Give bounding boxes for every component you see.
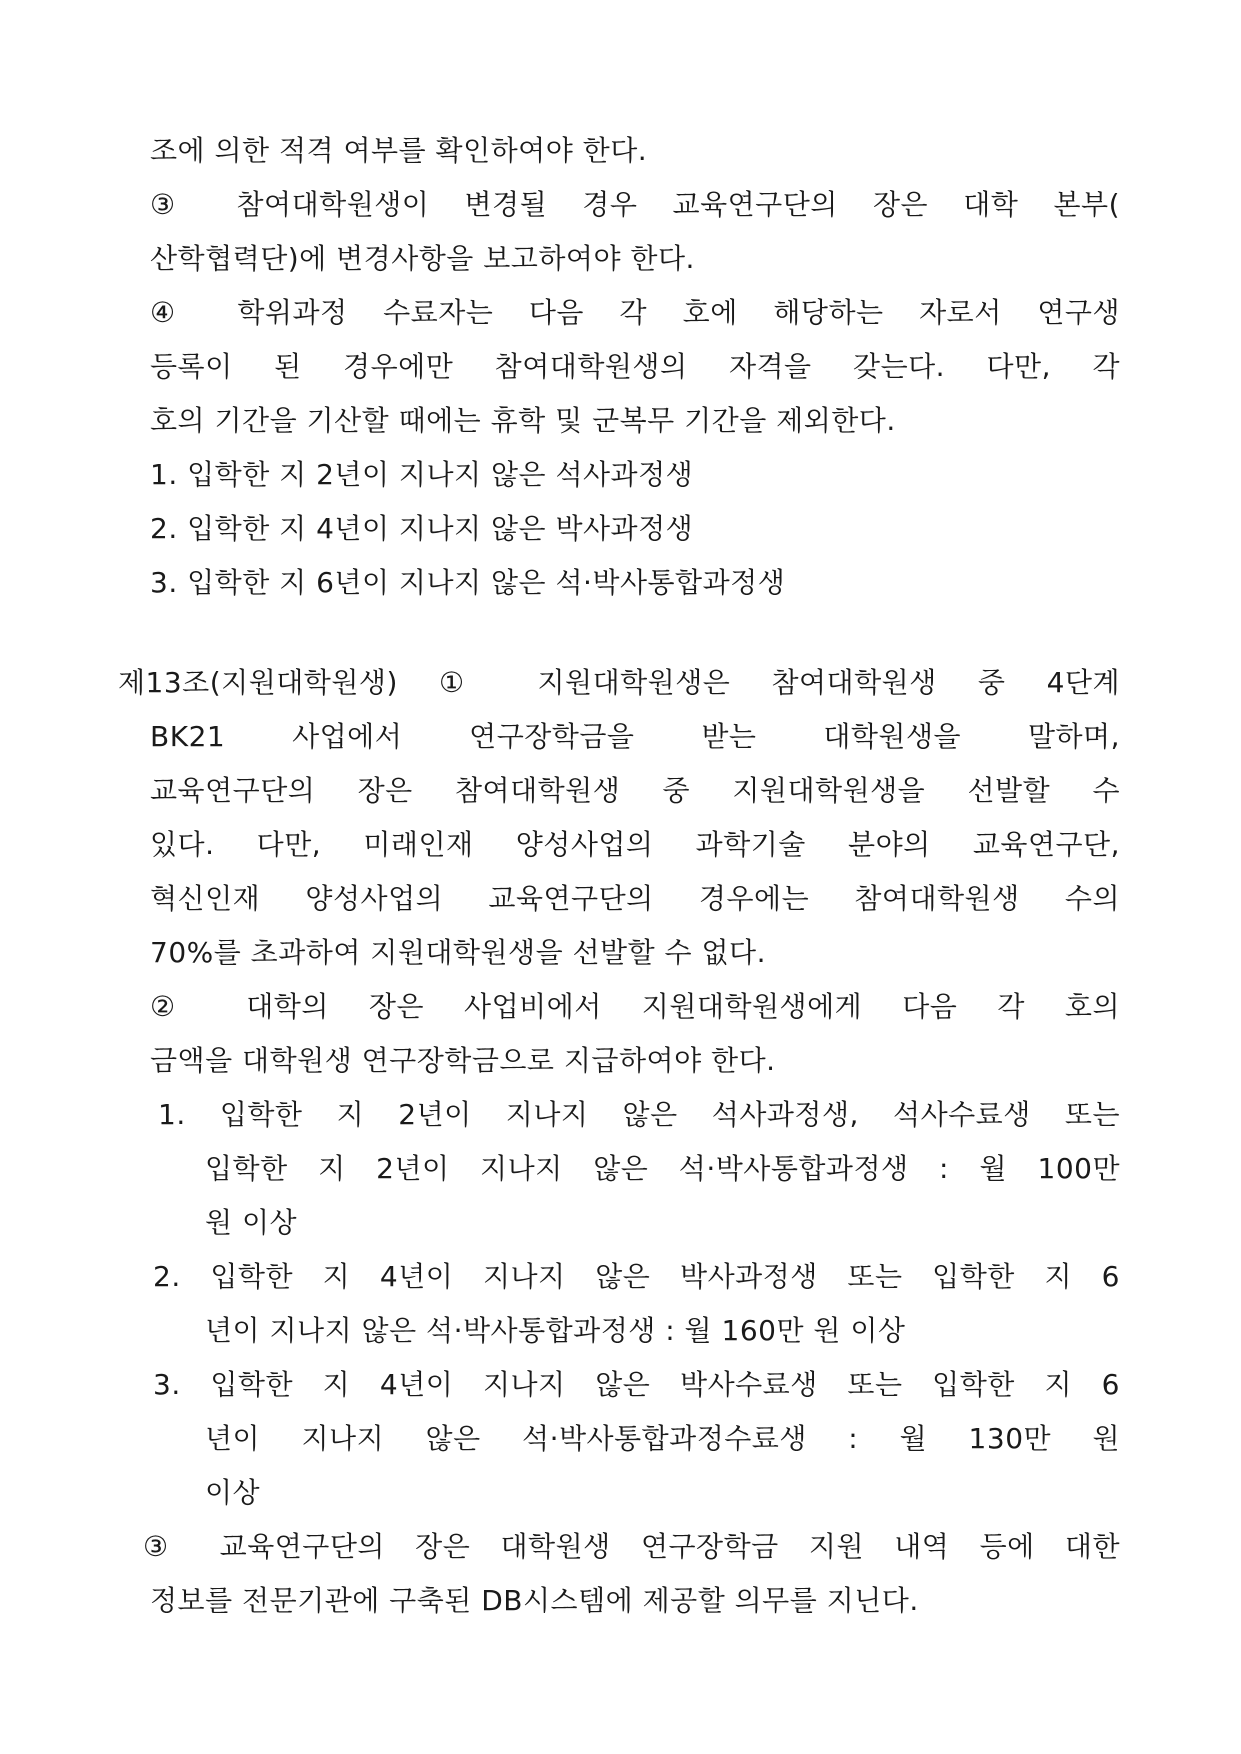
- list-item-continuation: 년이 지나지 않은 석·박사통합과정생 : 월 160만 원 이상: [205, 1314, 906, 1347]
- paragraph-line: 70%를 초과하여 지원대학원생을 선발할 수 없다.: [150, 936, 767, 969]
- list-item-continuation: 원 이상: [205, 1206, 298, 1239]
- paragraph-line: BK21 사업에서 연구장학금을 받는 대학원생을 말하며,: [150, 720, 1120, 753]
- paragraph-line: 산학협력단)에 변경사항을 보고하여야 한다.: [150, 242, 695, 275]
- paragraph-line: 있다. 다만, 미래인재 양성사업의 과학기술 분야의 교육연구단,: [150, 828, 1120, 861]
- paragraph-line: 호의 기간을 기산할 때에는 휴학 및 군복무 기간을 제외한다.: [150, 404, 896, 437]
- paragraph-line: ③ 교육연구단의 장은 대학원생 연구장학금 지원 내역 등에 대한: [143, 1530, 1120, 1563]
- list-item: 1. 입학한 지 2년이 지나지 않은 석사과정생: [150, 458, 694, 491]
- paragraph-line: 금액을 대학원생 연구장학금으로 지급하여야 한다.: [150, 1044, 776, 1077]
- list-item: 3. 입학한 지 4년이 지나지 않은 박사수료생 또는 입학한 지 6: [153, 1368, 1120, 1401]
- paragraph-line: ② 대학의 장은 사업비에서 지원대학원생에게 다음 각 호의: [150, 990, 1120, 1023]
- list-item: 2. 입학한 지 4년이 지나지 않은 박사과정생: [150, 512, 694, 545]
- list-item: 2. 입학한 지 4년이 지나지 않은 박사과정생 또는 입학한 지 6: [153, 1260, 1120, 1293]
- list-item: 3. 입학한 지 6년이 지나지 않은 석·박사통합과정생: [150, 566, 786, 599]
- paragraph-line: 조에 의한 적격 여부를 확인하여야 한다.: [150, 134, 648, 167]
- list-item-continuation: 년이 지나지 않은 석·박사통합과정수료생 : 월 130만 원: [205, 1422, 1120, 1455]
- paragraph-line: 혁신인재 양성사업의 교육연구단의 경우에는 참여대학원생 수의: [150, 882, 1120, 915]
- paragraph-line: 정보를 전문기관에 구축된 DB시스템에 제공할 의무를 지닌다.: [150, 1584, 919, 1617]
- list-item: 1. 입학한 지 2년이 지나지 않은 석사과정생, 석사수료생 또는: [158, 1098, 1120, 1131]
- list-item-continuation: 이상: [205, 1476, 261, 1509]
- list-item-continuation: 입학한 지 2년이 지나지 않은 석·박사통합과정생 : 월 100만: [205, 1152, 1120, 1185]
- paragraph-line: ③ 참여대학원생이 변경될 경우 교육연구단의 장은 대학 본부(: [150, 188, 1120, 221]
- paragraph-line: 등록이 된 경우에만 참여대학원생의 자격을 갖는다. 다만, 각: [150, 350, 1120, 383]
- article-heading: 제13조(지원대학원생) ① 지원대학원생은 참여대학원생 중 4단계: [118, 666, 1120, 699]
- paragraph-line: ④ 학위과정 수료자는 다음 각 호에 해당하는 자로서 연구생: [150, 296, 1120, 329]
- paragraph-line: 교육연구단의 장은 참여대학원생 중 지원대학원생을 선발할 수: [150, 774, 1120, 807]
